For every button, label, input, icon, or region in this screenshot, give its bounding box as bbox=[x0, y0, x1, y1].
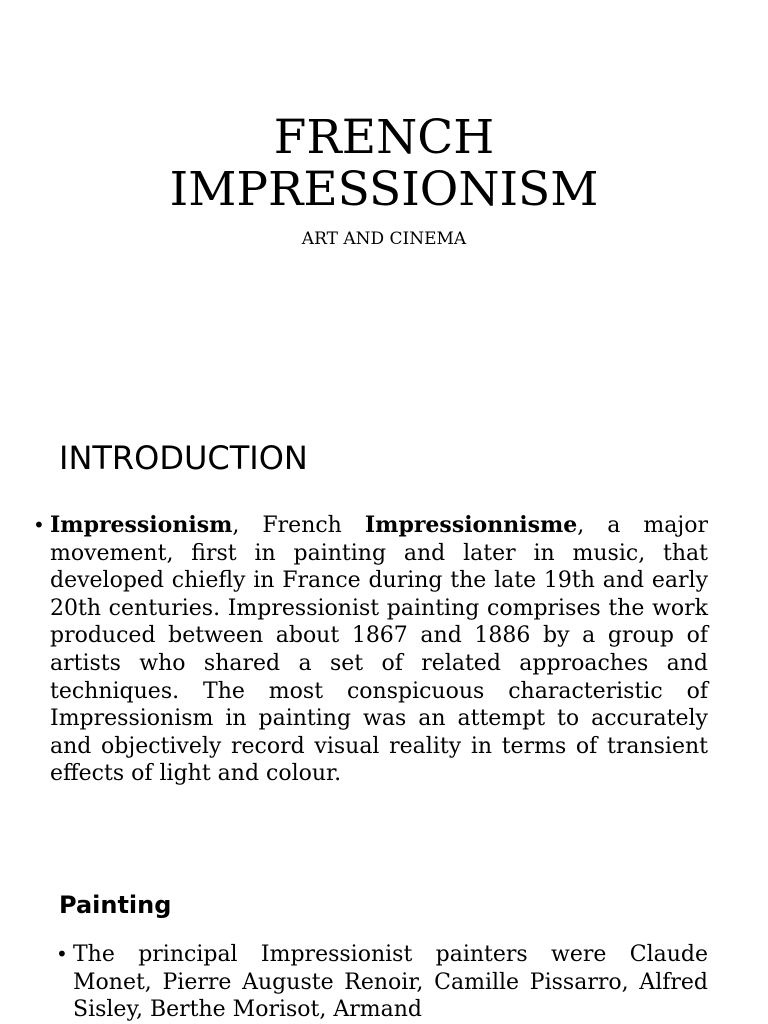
bullet-icon: • bbox=[56, 942, 68, 966]
painting-bullet bbox=[56, 941, 708, 1024]
introduction-bullet bbox=[33, 512, 708, 788]
subtitle: ART AND CINEMA bbox=[301, 229, 467, 249]
term-impressionnisme: Impressionnisme bbox=[364, 512, 578, 538]
term-impressionism: Impressionism bbox=[50, 512, 233, 538]
introduction-body-text: , a major movement, first in painting and later in music, that developed chiefly in France during the late 19th and early 20th centuries. Impressionist painting comprises the work produced between about 1867 and 1886 by a group of artists who shared a set of related approaches and techniques. The most conspicuous characteristic of Impressionism in painting was an attempt to accurately and objectively record visual reality in terms of transient effects of light and colour. bbox=[50, 513, 708, 787]
bullet-icon: • bbox=[33, 513, 45, 537]
painting-heading: Painting bbox=[59, 891, 172, 919]
page-title bbox=[0, 112, 768, 216]
title-line-2: IMPRESSIONISM bbox=[169, 162, 599, 217]
term-separator: , French bbox=[232, 513, 365, 538]
title-line-1: FRENCH bbox=[273, 110, 495, 165]
introduction-heading: INTRODUCTION bbox=[59, 439, 308, 477]
painting-body-text: The principal Impressionist painters were Claude Monet, Pierre Auguste Renoir, Camille Pissarro, Alfred Sisley, Berthe Morisot, Armand bbox=[73, 942, 708, 1023]
